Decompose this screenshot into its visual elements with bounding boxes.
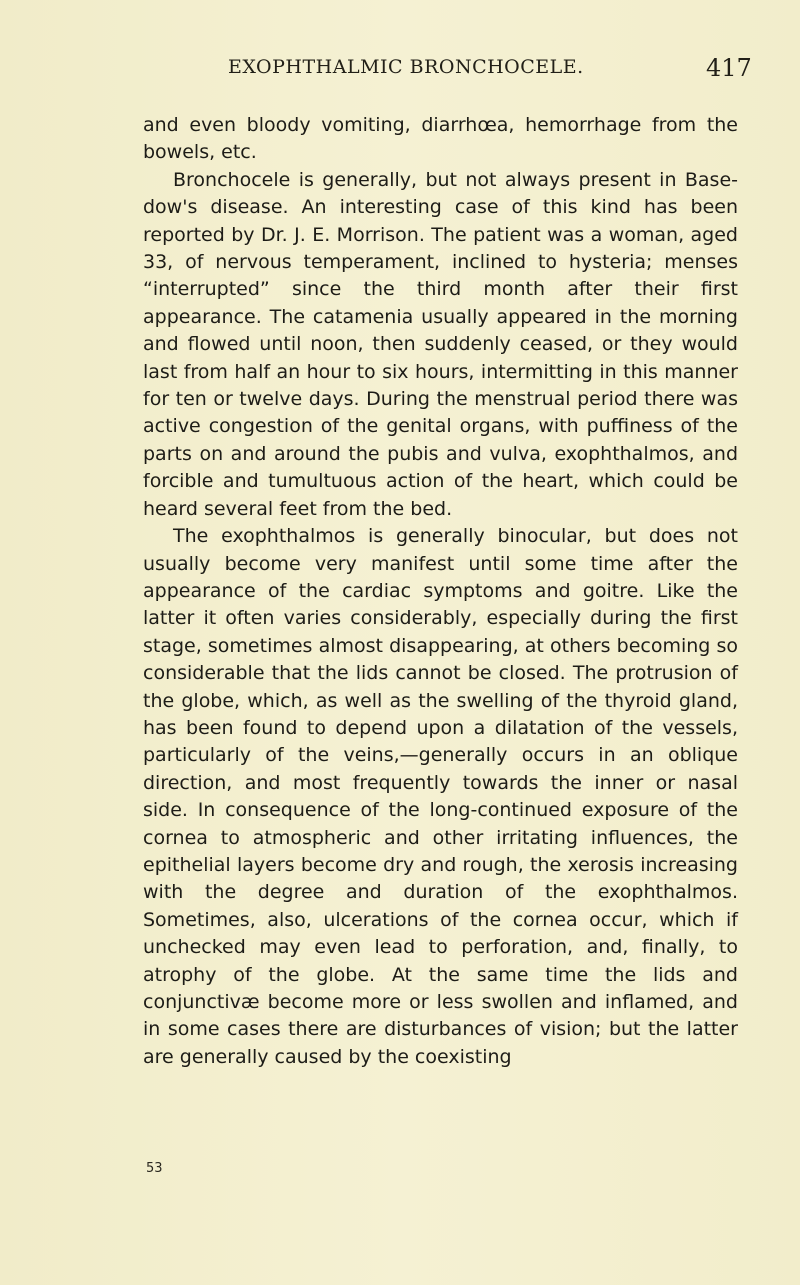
paragraph-1: and even bloody vomiting, diarrhœa, hemorrhage from the bowels, etc. xyxy=(143,114,738,164)
paragraph-2: Bronchocele is generally, but not always present in Basedow's disease. An interesting case of this kind has been reported by Dr. J. E. Morrison. The patient was a woman, aged 33, of nervous temperament, inclined to hysteria; menses “interrupted” since the third month after their first appearance. The catamenia usually appeared in the morning and flowed until noon, then suddenly ceased, or they would last from half an hour to six hours, intermitting in this manner for ten or twelve days. During the menstrual period there was active congestion of the genital organs, with puffiness of the parts on and around the pubis and vulva, exophthalmos, and forcible and tumultuous action of the heart, which could be heard several feet from the bed. xyxy=(143,168,738,520)
body-text xyxy=(143,112,738,1071)
page-number: 417 xyxy=(706,54,752,82)
running-head-title: EXOPHTHALMIC BRONCHOCELE. xyxy=(228,56,584,78)
signature-mark: 53 xyxy=(146,1161,163,1176)
paragraph-3: The exophthalmos is generally binocular, but does not usually become very manifest until some time after the appearance of the cardiac symptoms and goitre. Like the latter it often varies considerably, especially during the first stage, sometimes almost disappearing, at others becoming so considerable that the lids cannot be closed. The protrusion of the globe, which, as well as the swelling of the thyroid gland, has been found to depend upon a dilatation of the vessels, particularly of the veins,—generally occurs in an oblique direction, and most frequently towards the inner or nasal side. In consequence of the long-continued exposure of the cornea to atmospheric and other irritating influences, the epithelial layers become dry and rough, the xerosis increasing with the degree and duration of the exophthalmos. Sometimes, also, ulcerations of the cornea occur, which if unchecked may even lead to perforation, and, finally, to atrophy of the globe. At the same time the lids and conjunctivæ become more or less swollen and inflamed, and in some cases there are disturbances of vision; but the latter are generally caused by the coexisting xyxy=(143,525,738,1068)
